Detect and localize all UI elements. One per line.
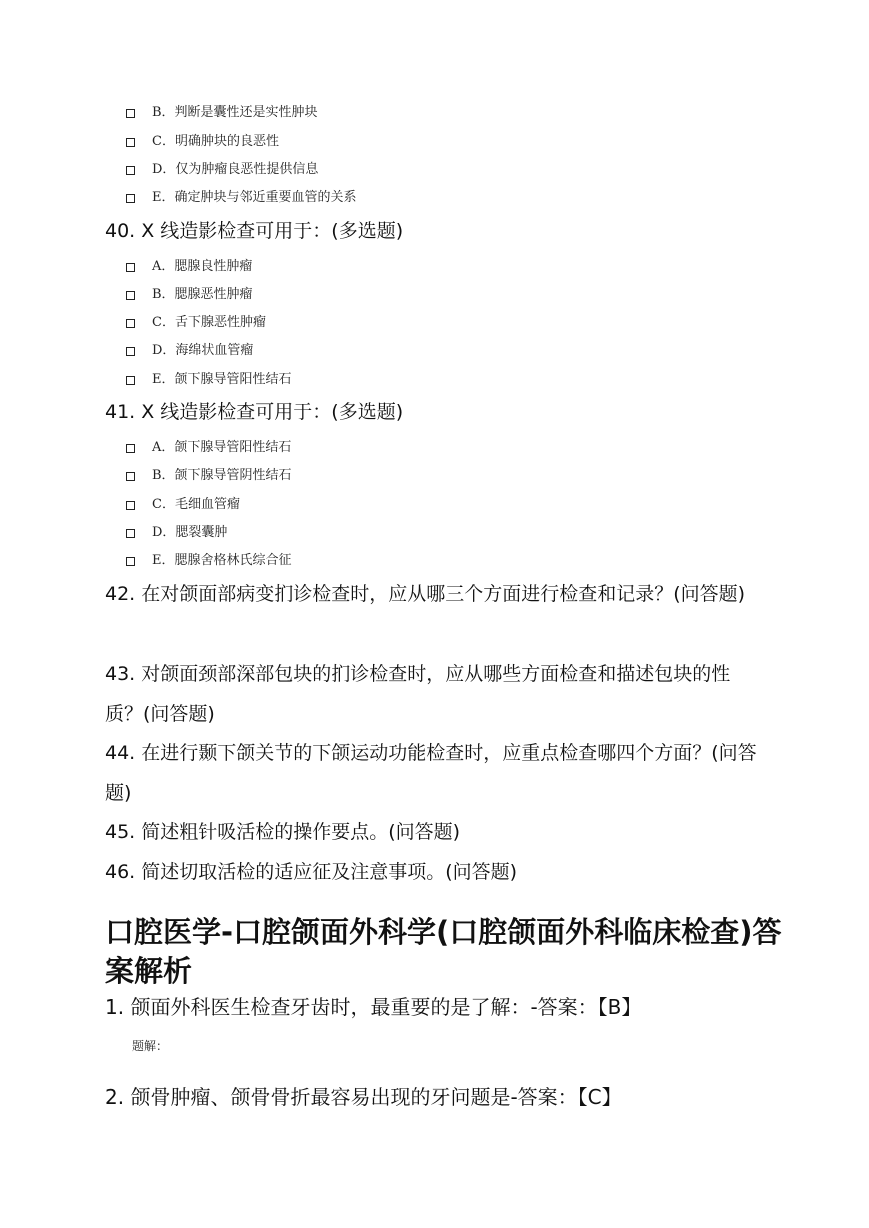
checkbox-icon[interactable] xyxy=(126,529,135,538)
question-44: 44. 在进行颞下颌关节的下颌运动功能检查时，应重点检查哪四个方面？(问答题) xyxy=(105,742,757,804)
q41-option-d[interactable] xyxy=(126,523,227,543)
q40-option-e[interactable] xyxy=(126,370,292,390)
q41-option-c[interactable] xyxy=(126,495,240,515)
question-46: 46. 简述切取活检的适应征及注意事项。(问答题) xyxy=(105,861,518,883)
option-label: E．确定肿块与邻近重要血管的关系 xyxy=(152,190,357,205)
option-label: B．判断是囊性还是实性肿块 xyxy=(152,105,318,120)
option-label: E．颌下腺导管阳性结石 xyxy=(152,372,292,387)
checkbox-icon[interactable] xyxy=(126,194,135,203)
checkbox-icon[interactable] xyxy=(126,347,135,356)
option-label: D．仅为肿瘤良恶性提供信息 xyxy=(152,162,319,177)
checkbox-icon[interactable] xyxy=(126,109,135,118)
q39-option-d[interactable] xyxy=(126,160,318,180)
question-41: 41. X 线造影检查可用于：(多选题) xyxy=(105,401,404,423)
q41-option-b[interactable] xyxy=(126,466,292,486)
checkbox-icon[interactable] xyxy=(126,444,135,453)
option-label: B．腮腺恶性肿瘤 xyxy=(152,287,253,302)
option-label: D．海绵状血管瘤 xyxy=(152,343,254,358)
checkbox-icon[interactable] xyxy=(126,501,135,510)
option-label: E．腮腺舍格林氏综合征 xyxy=(152,553,292,568)
checkbox-icon[interactable] xyxy=(126,138,135,147)
checkbox-icon[interactable] xyxy=(126,263,135,272)
q39-option-c[interactable] xyxy=(126,132,279,152)
q39-option-b[interactable] xyxy=(126,103,318,123)
q39-option-e[interactable] xyxy=(126,188,357,208)
option-label: C．明确肿块的良恶性 xyxy=(152,134,279,149)
option-label: D．腮裂囊肿 xyxy=(152,525,228,540)
section-title: 口腔医学-口腔颌面外科学(口腔颌面外科临床检查)答案解析 xyxy=(105,915,782,988)
option-label: B．颌下腺导管阴性结石 xyxy=(152,468,292,483)
question-40: 40. X 线造影检查可用于：(多选题) xyxy=(105,220,404,242)
checkbox-icon[interactable] xyxy=(126,376,135,385)
answer-2: 2. 颌骨肿瘤、颌骨骨折最容易出现的牙问题是-答案：【C】 xyxy=(105,1085,622,1109)
q40-option-b[interactable] xyxy=(126,285,253,305)
question-43: 43. 对颌面颈部深部包块的扪诊检查时，应从哪些方面检查和描述包块的性质？(问答题) xyxy=(105,663,731,725)
option-label: C．舌下腺恶性肿瘤 xyxy=(152,315,266,330)
checkbox-icon[interactable] xyxy=(126,291,135,300)
answer-1-explanation: 题解： xyxy=(132,1039,169,1053)
checkbox-icon[interactable] xyxy=(126,166,135,175)
question-45: 45. 简述粗针吸活检的操作要点。(问答题) xyxy=(105,821,461,843)
question-42: 42. 在对颌面部病变扪诊检查时，应从哪三个方面进行检查和记录？(问答题) xyxy=(105,583,746,605)
option-label: A．颌下腺导管阳性结石 xyxy=(152,440,292,455)
q40-option-a[interactable] xyxy=(126,257,252,277)
q40-option-d[interactable] xyxy=(126,341,253,361)
option-label: A．腮腺良性肿瘤 xyxy=(152,259,253,274)
checkbox-icon[interactable] xyxy=(126,319,135,328)
checkbox-icon[interactable] xyxy=(126,557,135,566)
checkbox-icon[interactable] xyxy=(126,472,135,481)
q40-option-c[interactable] xyxy=(126,313,266,333)
answer-1: 1. 颌面外科医生检查牙齿时，最重要的是了解：-答案：【B】 xyxy=(105,995,642,1019)
q41-option-e[interactable] xyxy=(126,551,292,571)
q41-option-a[interactable] xyxy=(126,438,291,458)
option-label: C．毛细血管瘤 xyxy=(152,497,240,512)
